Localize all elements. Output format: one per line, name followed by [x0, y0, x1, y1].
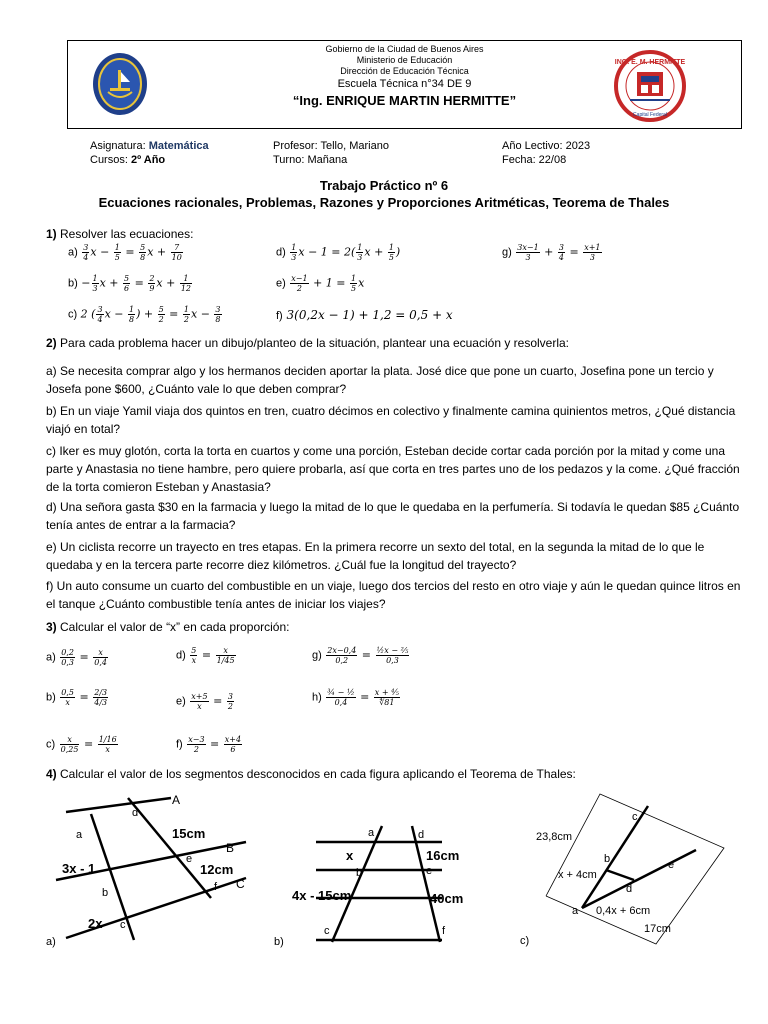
fig-a-f: f: [214, 881, 218, 893]
equation-a: a) $\frac{3}{4}$ x − $\frac{1}{5}$ = $\frac{5}{8}$ x + $\frac{7}{10}$: [68, 243, 182, 262]
proportion-f: f) $\frac{x-3}{2}$ = $\frac{x+4}{6}$: [176, 735, 242, 754]
header-line-2: Ministerio de Educación: [356, 55, 453, 65]
fig-a-C: C: [236, 877, 245, 891]
fig-a-a: a: [76, 829, 83, 841]
logo-right-text: ING. E. M. HERMITTE: [614, 59, 686, 66]
fig-a-e: e: [186, 853, 193, 865]
course-label: Cursos:: [90, 154, 128, 166]
fig-c-a: a: [572, 905, 579, 917]
fig-a-12cm: 12cm: [200, 862, 234, 877]
fig-b-e: e: [426, 865, 433, 877]
fig-c-0-4x-6cm: 0,4x + 6cm: [596, 905, 651, 917]
equation-c: c) 2 ( $\frac{3}{4}$ x − $\frac{1}{8}$ ) + $\frac{5}{2}$ = $\frac{1}{2}$ x − $\frac{3}{8}$: [68, 305, 221, 324]
city-logo-icon: [92, 52, 148, 116]
logo-right-sub: Capital Federal: [633, 112, 667, 118]
fig-b-16cm: 16cm: [426, 848, 460, 863]
problem-a: a) Se necesita comprar algo y los hermanos deciden aportar la plata. José dice que pone un cuarto, Josefina pone un tercio y Josefa pone $600, ¿Cuánto vale lo que deben comprar?: [46, 364, 714, 396]
problem-f: f) Un auto consume un cuarto del combustible en un viaje, luego dos tercios del resto en otro viaje y aún le quedan quince litros en el tanque ¿Cuánto combustible tenía antes de iniciar los viajes?: [46, 579, 741, 611]
teacher: Profesor: Tello, Mariano: [273, 140, 389, 152]
school-year: Año Lectivo: 2023: [502, 140, 591, 152]
equation-b: b) − $\frac{1}{3}$ x + $\frac{5}{6}$ = $\frac{2}{9}$ x + $\frac{1}{12}$: [68, 274, 192, 293]
title-tp: Trabajo Práctico nº 6: [319, 178, 449, 193]
fig-c-x-4cm: x + 4cm: [558, 869, 597, 881]
fig-a-B: B: [226, 841, 235, 855]
fig-b-c: c: [324, 925, 330, 937]
fig-a-b: b: [102, 887, 109, 899]
fig-a-3x-1: 3x - 1: [62, 861, 96, 876]
title-topics: Ecuaciones racionales, Problemas, Razones y Proporciones Aritméticas, Teorema de Thales: [98, 195, 670, 210]
fig-c-c: c: [632, 811, 638, 823]
equation-g: g) $\frac{3x-1}{3}$ + $\frac{3}{4}$ = $\frac{x+1}{3}$: [502, 243, 601, 262]
problem-e: e) Un ciclista recorre un trayecto en tres etapas. En la primera recorre un sexto del total, en la segunda la mitad de lo que le quedaba y en la tercera parte recorre diez kilómetros. ¿Cuál fue la longitud del trayecto?: [46, 540, 705, 572]
proportion-d: d) $\frac{5}{x}$ = $\frac{x}{1/45}$: [176, 646, 235, 665]
fig-b-d: d: [418, 829, 425, 841]
shift: Turno: Mañana: [273, 154, 348, 166]
fig-c-23-8cm: 23,8cm: [536, 831, 573, 843]
fig-b-b: b: [356, 867, 363, 879]
fig-a-c: c: [120, 919, 126, 931]
equation-e: e) $\frac{x-1}{2}$ + 1 = $\frac{1}{5}$ x: [276, 274, 365, 293]
proportion-a: a) $\frac{0,2}{0,3}$ = $\frac{x}{0,4}$: [46, 648, 107, 667]
school-name: “Ing. ENRIQUE MARTIN HERMITTE”: [292, 93, 517, 108]
header-line-4: Escuela Técnica n°34 DE 9: [337, 78, 472, 90]
fig-c-b: b: [604, 853, 611, 865]
subject-value: Matemática: [148, 140, 209, 152]
fig-c-e: e: [668, 859, 675, 871]
header-line-3: Dirección de Educación Técnica: [340, 66, 469, 76]
proportion-e: e) $\frac{x+5}{x}$ = $\frac{3}{2}$: [176, 692, 233, 711]
course-row: [90, 153, 165, 167]
subject-row: [90, 139, 209, 153]
fig-c-d: d: [626, 883, 633, 895]
fig-b-a: a: [368, 827, 375, 839]
problem-c: c) Iker es muy glotón, corta la torta en cuartos y come una porción, Esteban decide cortar cada porción por la mitad y come una parte y Anastasia no tiene hambre, pero quiere probarla, así que corta en tres partes uno de los pedazos y la come. ¿Qué fracción de la torta comieron Esteban y Anastasia?: [46, 444, 740, 494]
fig-b-4x-15cm: 4x - 15cm: [292, 888, 352, 903]
proportion-b: b) $\frac{0,5}{x}$ = $\frac{2/3}{4/3}$: [46, 688, 108, 707]
section4-heading: 4) Calcular el valor de los segmentos desconocidos en cada figura aplicando el Teorema de Thales:: [46, 767, 576, 781]
section3-heading: 3) Calcular el valor de “x” en cada proporción:: [46, 620, 290, 634]
fig-a-15cm: 15cm: [172, 826, 206, 841]
header-line-1: Gobierno de la Ciudad de Buenos Aires: [325, 44, 484, 54]
equation-f: f) 3(0,2x − 1) + 1,2 = 0,5 + x: [276, 308, 453, 322]
proportion-c: c) $\frac{x}{0,25}$ = $\frac{1/16}{x}$: [46, 735, 117, 754]
course-value: 2º Año: [130, 154, 166, 166]
fig-a-2x: 2x: [88, 916, 103, 931]
thales-figure-a: [46, 790, 266, 950]
proportion-h: h) ¾ − ½ 0,4 = $\frac{\text{x + ⅘}}{∜81}$: [312, 688, 399, 707]
fig-c-label: c): [520, 935, 530, 947]
date: Fecha: 22/08: [502, 154, 567, 166]
thales-figure-b: [272, 820, 472, 950]
equation-d: d) $\frac{1}{3}$ x − 1 = 2( $\frac{1}{3}$ x + $\frac{1}{5}$ ): [276, 243, 401, 262]
section1-heading: 1) Resolver las ecuaciones:: [46, 227, 194, 241]
proportion-g: g) $\frac{2x-0,4}{0,2}$ = $\frac{\text{½x − ⅖}}{0,3}$: [312, 646, 409, 665]
problem-b: b) En un viaje Yamil viaja dos quintos en tren, cuatro décimos en colectivo y finalmente camina quinientos metros, ¿Qué distancia viajó en total?: [46, 404, 736, 436]
fig-b-40cm: 40cm: [430, 891, 464, 906]
fig-b-label: b): [274, 936, 284, 948]
fig-b-x: x: [346, 848, 354, 863]
subject-label: Asignatura:: [90, 140, 146, 152]
thales-figure-c: [516, 788, 756, 950]
school-logo-icon: [610, 50, 690, 122]
fig-c-17cm: 17cm: [644, 923, 671, 935]
fig-a-label: a): [46, 936, 56, 948]
section2-heading: 2) Para cada problema hacer un dibujo/planteo de la situación, plantear una ecuación y resolverla:: [46, 336, 570, 350]
fig-b-f: f: [442, 925, 446, 937]
fig-a-A: A: [172, 793, 181, 807]
fig-a-d: d: [132, 807, 139, 819]
problem-d: d) Una señora gasta $30 en la farmacia y luego la mitad de lo que le quedaba en la perfumería. Si todavía le quedan $85 ¿Cuánto tenía antes de entrar a la farmacia?: [46, 500, 740, 532]
